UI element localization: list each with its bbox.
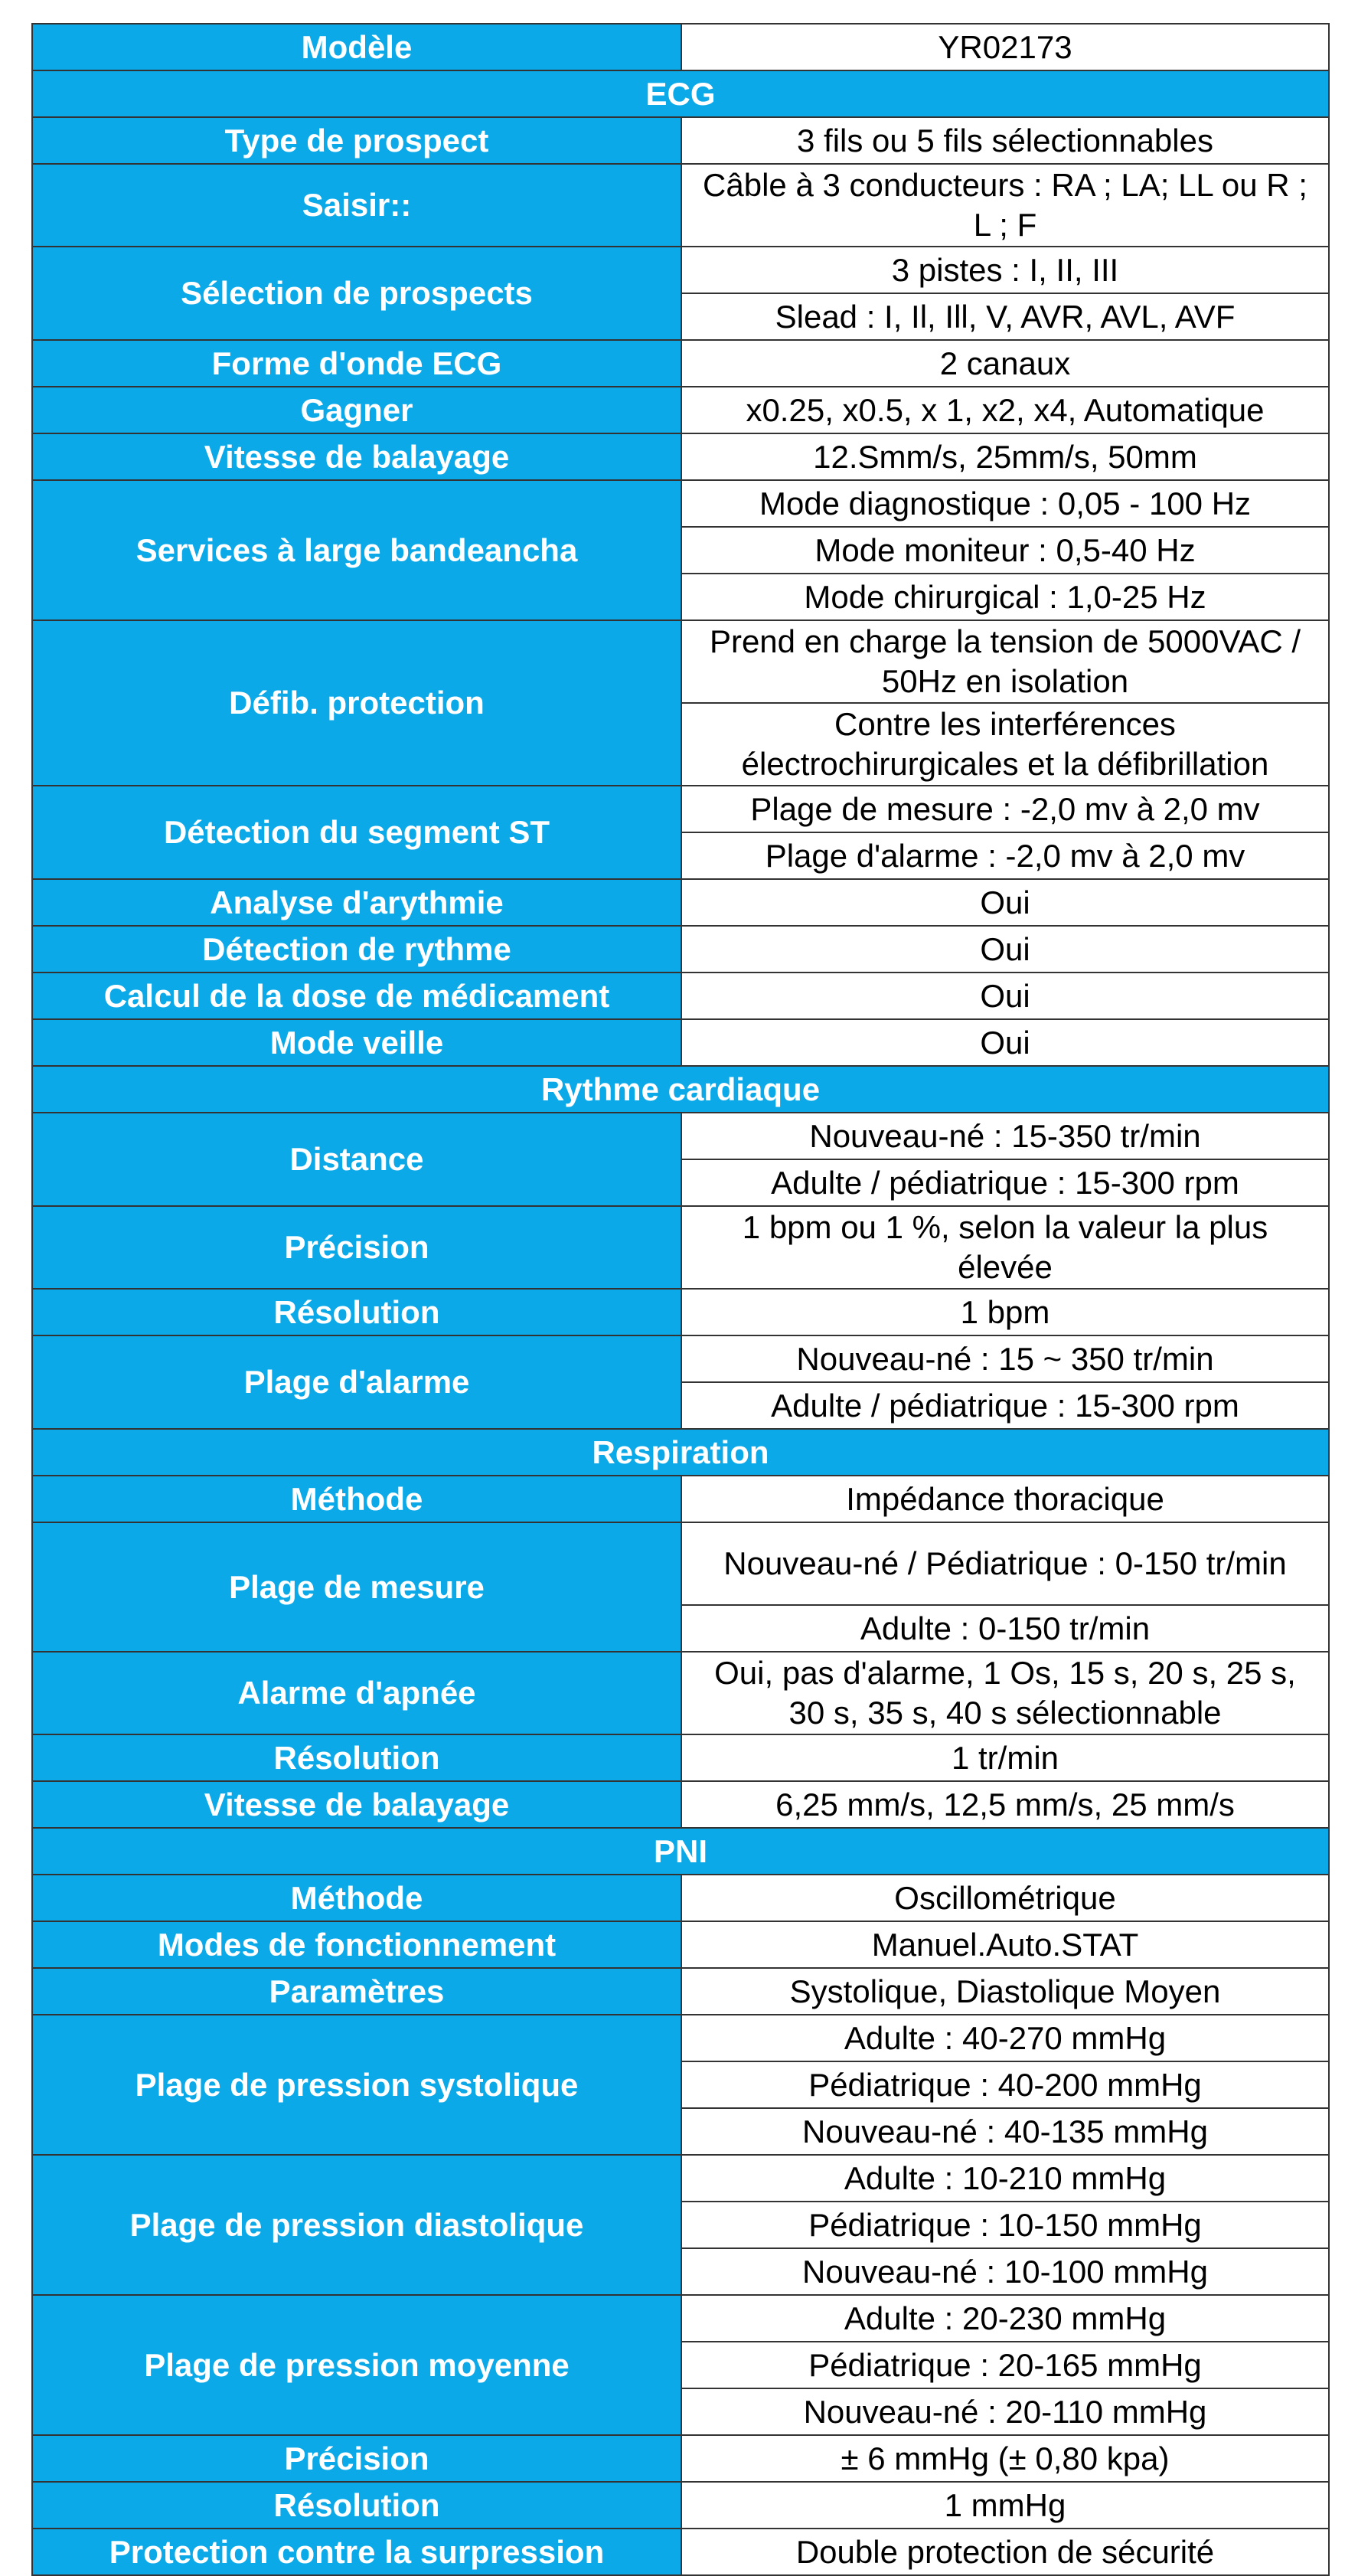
spec-value: Nouveau-né : 20-110 mmHg — [681, 2388, 1329, 2435]
spec-value: Nouveau-né : 15 ~ 350 tr/min — [681, 1335, 1329, 1382]
spec-value: Oui — [681, 926, 1329, 973]
spec-row — [32, 1289, 1329, 1335]
spec-label: Analyse d'arythmie — [32, 879, 681, 926]
spec-value: Oscillométrique — [681, 1875, 1329, 1921]
spec-value: ± 6 mmHg (± 0,80 kpa) — [681, 2435, 1329, 2482]
spec-value: Plage de mesure : -2,0 mv à 2,0 mv — [681, 786, 1329, 832]
spec-row — [32, 2435, 1329, 2482]
spec-label: Méthode — [32, 1476, 681, 1522]
spec-label: Plage de pression moyenne — [32, 2295, 681, 2435]
spec-value: Impédance thoracique — [681, 1476, 1329, 1522]
spec-value: Double protection de sécurité — [681, 2529, 1329, 2575]
section-header: Respiration — [32, 1429, 1329, 1476]
spec-value: Adulte : 10-210 mmHg — [681, 2155, 1329, 2202]
spec-row — [32, 1522, 1329, 1605]
spec-value: Nouveau-né : 15-350 tr/min — [681, 1113, 1329, 1159]
spec-row — [32, 117, 1329, 164]
spec-row — [32, 247, 1329, 293]
spec-row — [32, 480, 1329, 527]
spec-label: Résolution — [32, 2482, 681, 2529]
spec-label: Services à large bandeancha — [32, 480, 681, 620]
spec-row — [32, 1019, 1329, 1066]
spec-value: 1 bpm — [681, 1289, 1329, 1335]
spec-value: Câble à 3 conducteurs : RA ; LA; LL ou R ; L ; F — [681, 164, 1329, 247]
spec-row — [32, 1921, 1329, 1968]
spec-row — [32, 926, 1329, 973]
spec-row — [32, 2155, 1329, 2202]
spec-label: Résolution — [32, 1289, 681, 1335]
spec-value: Pédiatrique : 20-165 mmHg — [681, 2342, 1329, 2388]
spec-row — [32, 1968, 1329, 2015]
spec-label: Résolution — [32, 1734, 681, 1781]
spec-label: Plage de pression systolique — [32, 2015, 681, 2155]
spec-value: Pédiatrique : 10-150 mmHg — [681, 2202, 1329, 2248]
spec-value: Adulte / pédiatrique : 15-300 rpm — [681, 1159, 1329, 1206]
spec-row — [32, 1781, 1329, 1828]
spec-row — [32, 387, 1329, 433]
spec-row — [32, 164, 1329, 247]
spec-label: Plage de pression diastolique — [32, 2155, 681, 2295]
spec-row — [32, 2015, 1329, 2061]
spec-row — [32, 786, 1329, 832]
spec-value: Oui — [681, 973, 1329, 1019]
spec-value: Systolique, Diastolique Moyen — [681, 1968, 1329, 2015]
spec-value: Mode moniteur : 0,5-40 Hz — [681, 527, 1329, 574]
section-header-row — [32, 70, 1329, 117]
spec-row — [32, 1476, 1329, 1522]
section-header: ECG — [32, 70, 1329, 117]
spec-label: Protection contre la surpression — [32, 2529, 681, 2575]
spec-row — [32, 2295, 1329, 2342]
spec-value: Slead : I, Il, Ill, V, AVR, AVL, AVF — [681, 293, 1329, 340]
spec-label: Vitesse de balayage — [32, 1781, 681, 1828]
section-header: PNI — [32, 1828, 1329, 1875]
spec-row — [32, 2529, 1329, 2575]
spec-label: Plage de mesure — [32, 1522, 681, 1652]
spec-value: Nouveau-né : 40-135 mmHg — [681, 2108, 1329, 2155]
spec-row — [32, 1875, 1329, 1921]
spec-value: Adulte : 40-270 mmHg — [681, 2015, 1329, 2061]
spec-label: Calcul de la dose de médicament — [32, 973, 681, 1019]
spec-table-body — [32, 24, 1329, 2575]
section-header-row — [32, 1066, 1329, 1113]
spec-value: 1 mmHg — [681, 2482, 1329, 2529]
spec-label: Distance — [32, 1113, 681, 1206]
spec-row — [32, 1734, 1329, 1781]
spec-label: Détection du segment ST — [32, 786, 681, 879]
spec-value: Nouveau-né : 10-100 mmHg — [681, 2248, 1329, 2295]
spec-value: Manuel.Auto.STAT — [681, 1921, 1329, 1968]
spec-row — [32, 973, 1329, 1019]
spec-value: Adulte : 20-230 mmHg — [681, 2295, 1329, 2342]
spec-label: Paramètres — [32, 1968, 681, 2015]
spec-value: 12.Smm/s, 25mm/s, 50mm — [681, 433, 1329, 480]
spec-value: Adulte / pédiatrique : 15-300 rpm — [681, 1382, 1329, 1429]
spec-value: Oui — [681, 1019, 1329, 1066]
spec-label: Modes de fonctionnement — [32, 1921, 681, 1968]
spec-label: Type de prospect — [32, 117, 681, 164]
spec-value: 1 bpm ou 1 %, selon la valeur la plus élevée — [681, 1206, 1329, 1289]
spec-label: Plage d'alarme — [32, 1335, 681, 1429]
spec-value: 2 canaux — [681, 340, 1329, 387]
spec-value: Pédiatrique : 40-200 mmHg — [681, 2061, 1329, 2108]
spec-label: Mode veille — [32, 1019, 681, 1066]
spec-row — [32, 433, 1329, 480]
spec-value: Contre les interférences électrochirurgicales et la défibrillation — [681, 703, 1329, 786]
spec-row — [32, 1206, 1329, 1289]
spec-value: Nouveau-né / Pédiatrique : 0-150 tr/min — [681, 1522, 1329, 1605]
spec-label: Saisir:: — [32, 164, 681, 247]
spec-label: Méthode — [32, 1875, 681, 1921]
section-header-row — [32, 1429, 1329, 1476]
spec-value: Prend en charge la tension de 5000VAC / 50Hz en isolation — [681, 620, 1329, 703]
spec-value: 6,25 mm/s, 12,5 mm/s, 25 mm/s — [681, 1781, 1329, 1828]
spec-row — [32, 2482, 1329, 2529]
spec-value: YR02173 — [681, 24, 1329, 70]
spec-label: Vitesse de balayage — [32, 433, 681, 480]
spec-value: 3 pistes : I, II, III — [681, 247, 1329, 293]
spec-label: Sélection de prospects — [32, 247, 681, 340]
spec-label: Gagner — [32, 387, 681, 433]
spec-row — [32, 1335, 1329, 1382]
spec-value: Plage d'alarme : -2,0 mv à 2,0 mv — [681, 832, 1329, 879]
spec-row — [32, 1652, 1329, 1734]
spec-row — [32, 620, 1329, 703]
section-header-row — [32, 1828, 1329, 1875]
spec-value: Mode chirurgical : 1,0-25 Hz — [681, 574, 1329, 620]
spec-value: Oui — [681, 879, 1329, 926]
spec-value: 1 tr/min — [681, 1734, 1329, 1781]
spec-label: Précision — [32, 2435, 681, 2482]
spec-value: Oui, pas d'alarme, 1 Os, 15 s, 20 s, 25 s, 30 s, 35 s, 40 s sélectionnable — [681, 1652, 1329, 1734]
spec-row — [32, 24, 1329, 70]
spec-value: x0.25, x0.5, x 1, x2, x4, Automatique — [681, 387, 1329, 433]
spec-row — [32, 879, 1329, 926]
spec-value: Mode diagnostique : 0,05 - 100 Hz — [681, 480, 1329, 527]
spec-row — [32, 1113, 1329, 1159]
spec-value: Adulte : 0-150 tr/min — [681, 1605, 1329, 1652]
spec-label: Détection de rythme — [32, 926, 681, 973]
spec-value: 3 fils ou 5 fils sélectionnables — [681, 117, 1329, 164]
spec-table — [31, 23, 1330, 2576]
spec-label: Alarme d'apnée — [32, 1652, 681, 1734]
section-header: Rythme cardiaque — [32, 1066, 1329, 1113]
spec-label: Modèle — [32, 24, 681, 70]
spec-row — [32, 340, 1329, 387]
spec-label: Défib. protection — [32, 620, 681, 786]
spec-label: Forme d'onde ECG — [32, 340, 681, 387]
spec-label: Précision — [32, 1206, 681, 1289]
